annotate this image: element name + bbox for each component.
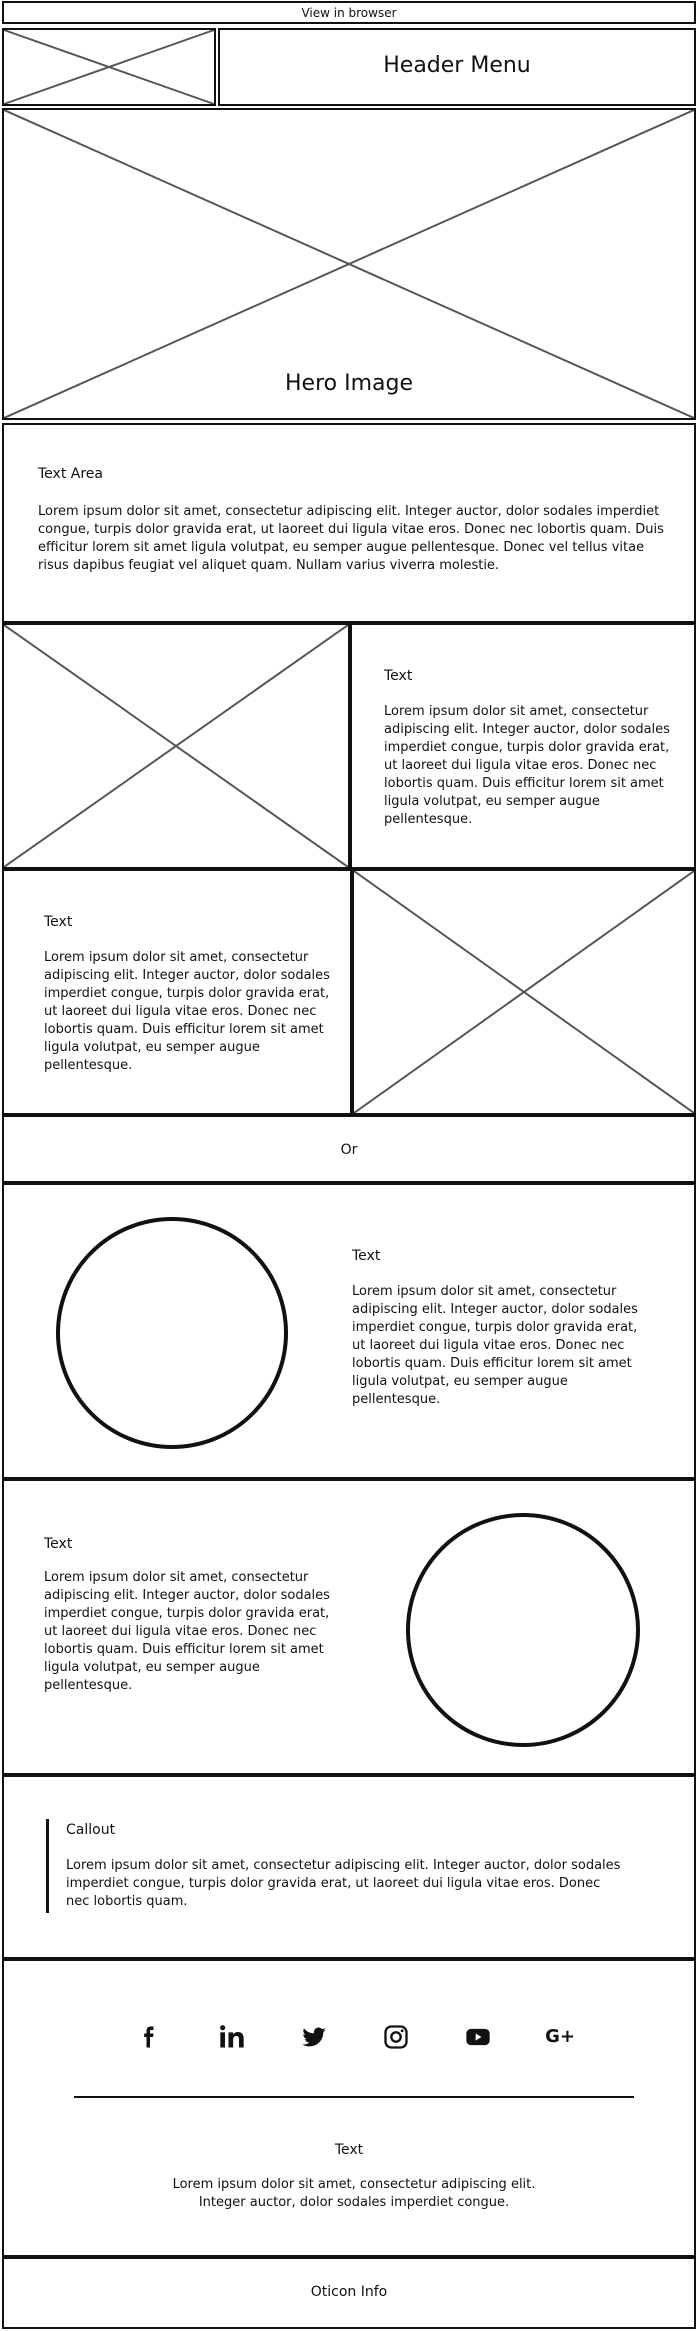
circle-image-placeholder bbox=[406, 1513, 640, 1747]
or-divider-section bbox=[2, 1115, 696, 1183]
linkedin-icon[interactable] bbox=[212, 2017, 252, 2057]
image-placeholder-icon bbox=[4, 625, 348, 867]
callout-accent-bar bbox=[46, 1819, 49, 1913]
circle-row-one-title: Text bbox=[352, 1248, 381, 1264]
google-plus-icon-text: G+ bbox=[545, 2026, 575, 2047]
hero-image-label: Hero Image bbox=[285, 371, 413, 396]
text-area-body: Lorem ipsum dolor sit amet, consectetur adipiscing elit. Integer auctor, dolor sodales imperdiet congue, turpis dolor gravida erat, ut laoreet dui ligula vitae eros. Donec nec lobortis quam. Duis efficitur lorem sit amet ligula volutpat, eu semper augue pellentesque. Donec vel tellus vitae risus dapibus feugiat vel aliquet quam. Nullam varius viverra molestie. bbox=[38, 504, 664, 573]
footer-info-link[interactable]: Oticon Info bbox=[310, 2284, 388, 2300]
row-two-image bbox=[352, 869, 696, 1115]
image-placeholder-icon bbox=[4, 30, 214, 104]
circle-row-one-body: Lorem ipsum dolor sit amet, consectetur adipiscing elit. Integer auctor, dolor sodales imperdiet congue, turpis dolor gravida erat, ut laoreet dui ligula vitae eros. Donec nec lobortis quam. Duis efficitur lorem sit amet ligula volutpat, eu semper augue pellentesque. bbox=[352, 1284, 638, 1407]
twitter-icon[interactable] bbox=[294, 2017, 334, 2057]
social-footer-section bbox=[2, 1959, 696, 2257]
footer-text-body: Lorem ipsum dolor sit amet, consectetur adipiscing elit. Integer auctor, dolor sodales imperdiet congue. bbox=[172, 2177, 536, 2210]
circle-row-two-section bbox=[2, 1479, 696, 1775]
circle-row-two-body: Lorem ipsum dolor sit amet, consectetur adipiscing elit. Integer auctor, dolor sodales imperdiet congue, turpis dolor gravida erat, ut laoreet dui ligula vitae eros. Donec nec lobortis quam. Duis efficitur lorem sit amet ligula volutpat, eu semper augue pellentesque. bbox=[44, 1570, 330, 1693]
circle-row-two-title: Text bbox=[44, 1536, 73, 1552]
footer-divider bbox=[74, 2096, 634, 2098]
view-in-browser-bar[interactable] bbox=[2, 1, 696, 24]
google-plus-icon[interactable] bbox=[540, 2017, 580, 2057]
linkedin-icon bbox=[218, 2023, 246, 2051]
header-menu[interactable] bbox=[218, 28, 696, 106]
row-two-body: Lorem ipsum dolor sit amet, consectetur adipiscing elit. Integer auctor, dolor sodales imperdiet congue, turpis dolor gravida erat, ut laoreet dui ligula vitae eros. Donec nec lobortis quam. Duis efficitur lorem sit amet ligula volutpat, eu semper augue pellentesque. bbox=[44, 950, 330, 1073]
row-two-title: Text bbox=[44, 914, 73, 930]
circle-image-placeholder bbox=[56, 1217, 288, 1449]
text-area-title: Text Area bbox=[38, 466, 103, 482]
youtube-icon[interactable] bbox=[458, 2017, 498, 2057]
callout-body: Lorem ipsum dolor sit amet, consectetur adipiscing elit. Integer auctor, dolor sodales imperdiet congue, turpis dolor gravida erat, ut laoreet dui ligula vitae eros. Donec nec lobortis quam. bbox=[66, 1858, 621, 1909]
row-one-image bbox=[2, 623, 350, 869]
text-area-section bbox=[2, 423, 696, 623]
footer-text-title: Text bbox=[334, 2142, 364, 2158]
row-two-text-block bbox=[2, 869, 352, 1115]
row-one-title: Text bbox=[384, 668, 413, 684]
facebook-icon bbox=[136, 2023, 164, 2051]
logo-placeholder bbox=[2, 28, 216, 106]
callout-section bbox=[2, 1775, 696, 1959]
youtube-icon bbox=[464, 2023, 492, 2051]
twitter-icon bbox=[300, 2023, 328, 2051]
header-menu-label: Header Menu bbox=[383, 53, 531, 78]
row-one-text-block bbox=[350, 623, 696, 869]
circle-row-one-section bbox=[2, 1183, 696, 1479]
row-one-body: Lorem ipsum dolor sit amet, consectetur adipiscing elit. Integer auctor, dolor sodales imperdiet congue, turpis dolor gravida erat, ut laoreet dui ligula vitae eros. Donec nec lobortis quam. Duis efficitur lorem sit amet ligula volutpat, eu semper augue pellentesque. bbox=[384, 704, 670, 827]
footer-section bbox=[2, 2257, 696, 2329]
or-label: Or bbox=[340, 1142, 358, 1158]
image-placeholder-icon bbox=[354, 871, 694, 1113]
hero-image bbox=[2, 108, 696, 420]
instagram-icon[interactable] bbox=[376, 2017, 416, 2057]
callout-title: Callout bbox=[66, 1822, 116, 1838]
instagram-icon bbox=[382, 2023, 410, 2051]
facebook-icon[interactable] bbox=[130, 2017, 170, 2057]
view-in-browser-link[interactable]: View in browser bbox=[301, 6, 397, 20]
